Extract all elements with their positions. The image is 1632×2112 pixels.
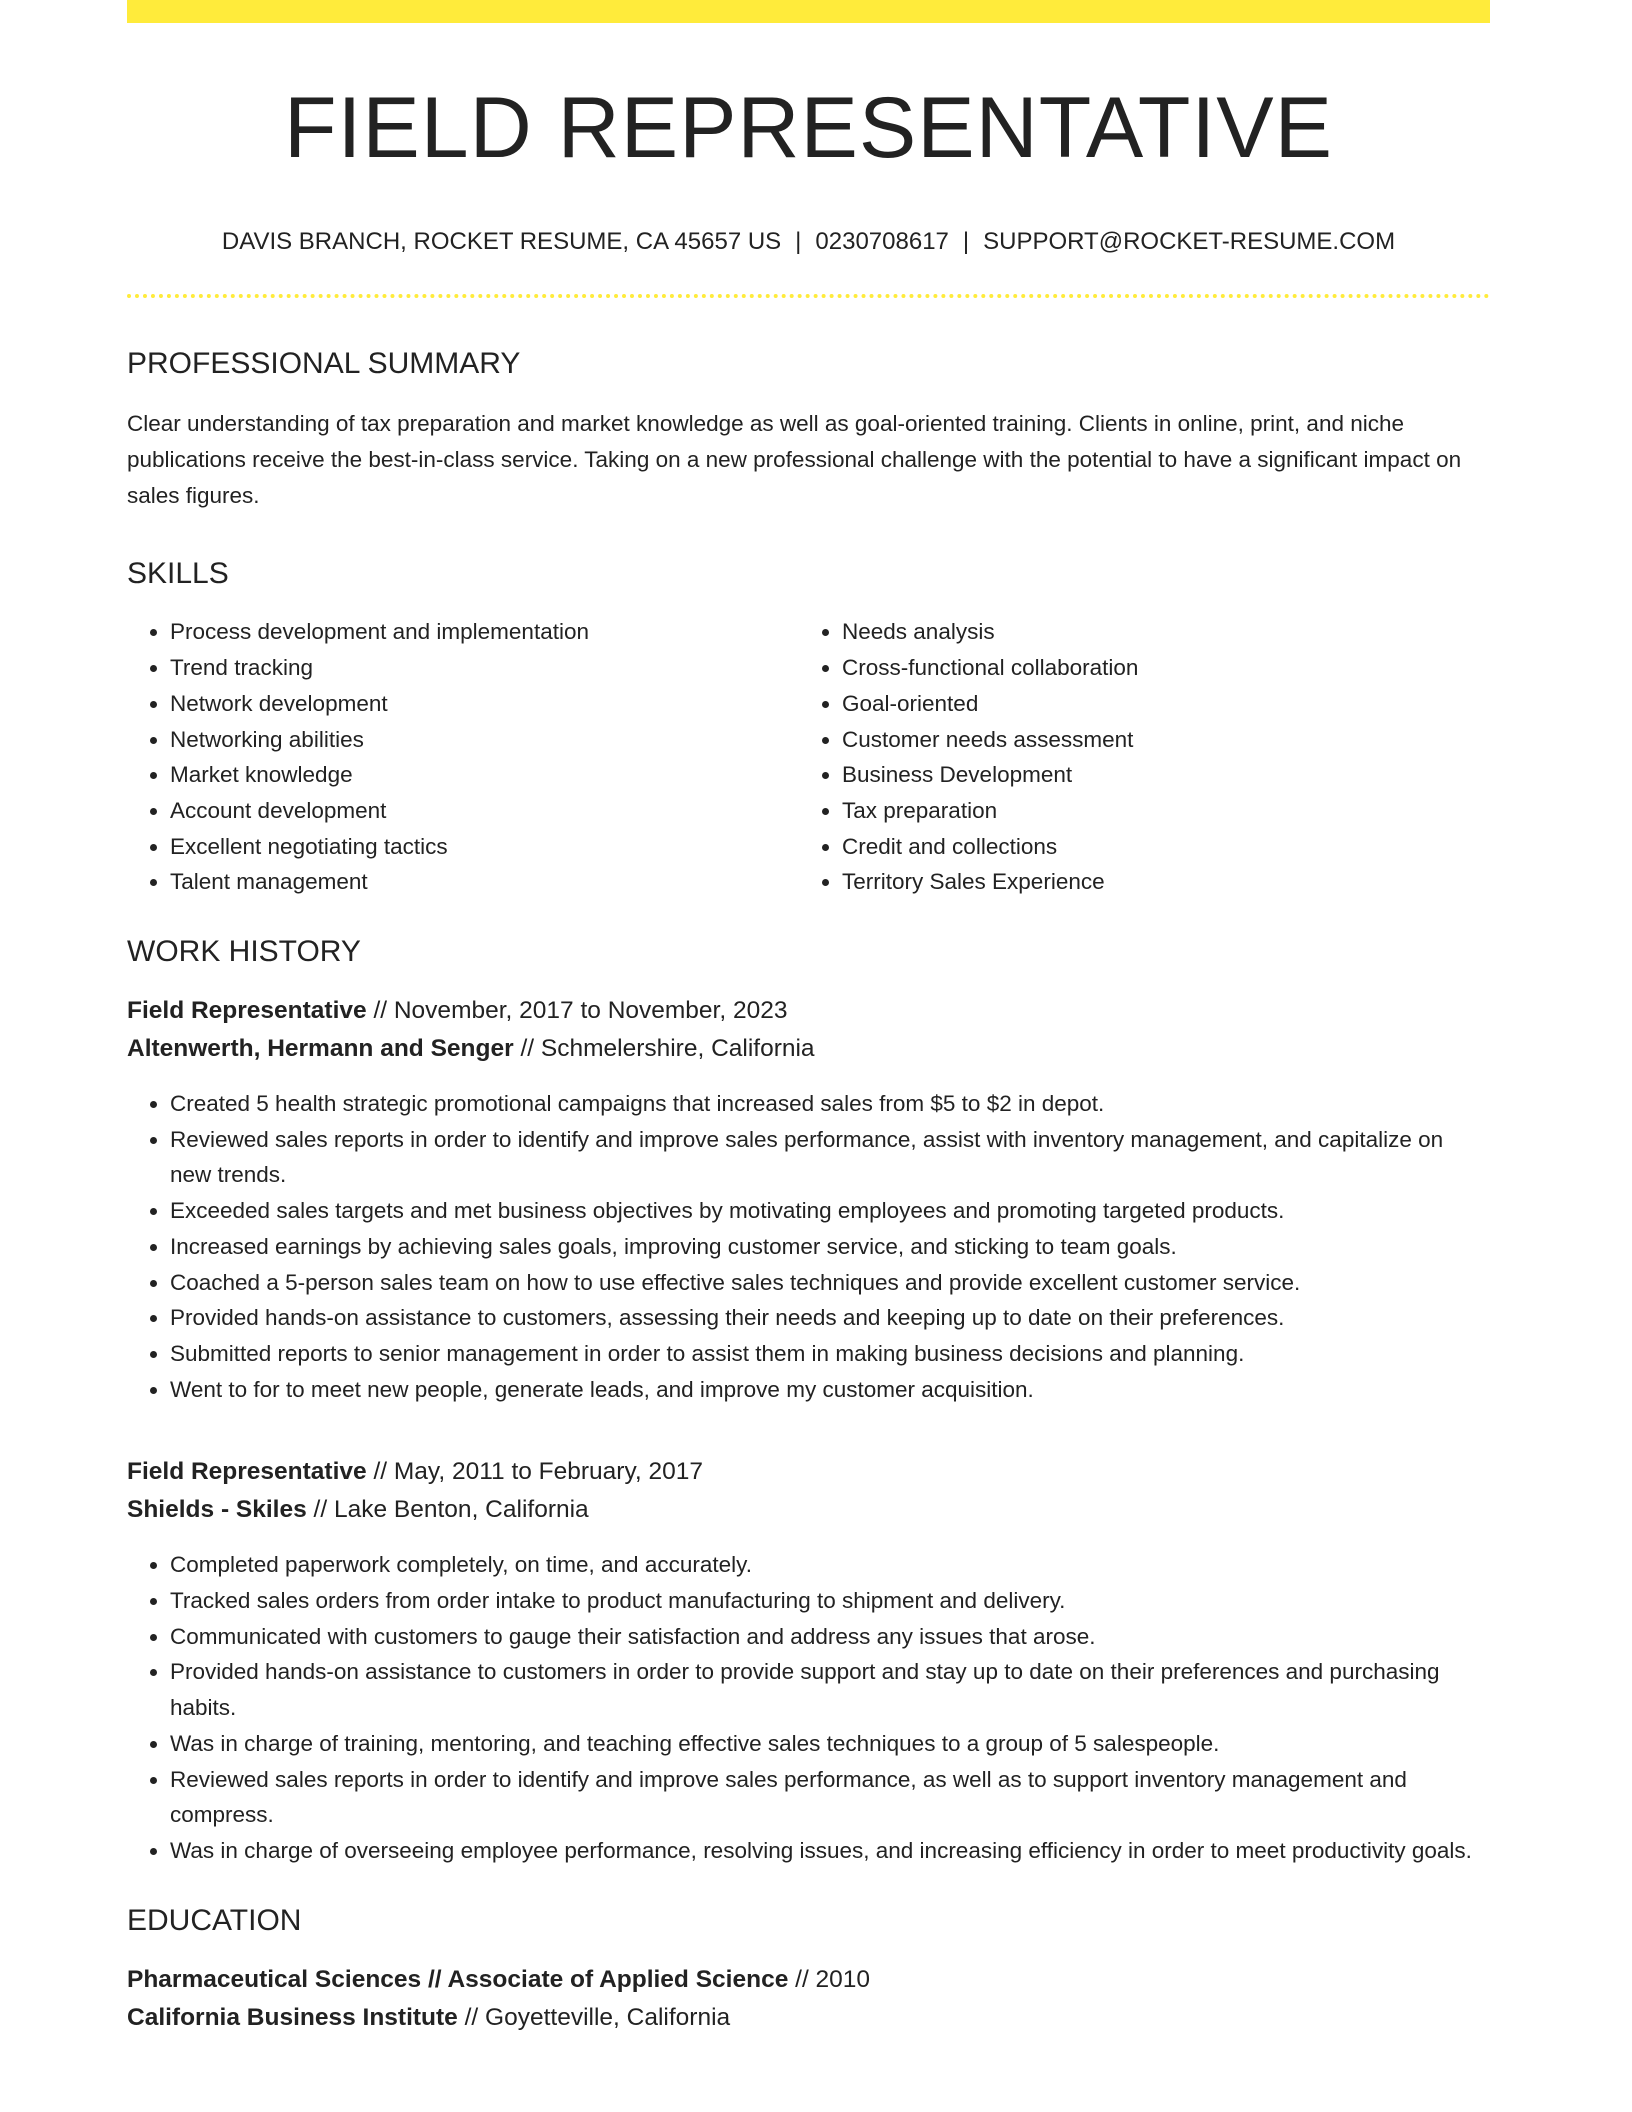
list-item: • Increased earnings by achieving sales goals, improving customer service, and sticking to team goals. [170, 1229, 1490, 1265]
job-title-line [127, 992, 1490, 1030]
education-school: California Business Institute [127, 2003, 458, 2031]
list-item: • Was in charge of overseeing employee performance, resolving issues, and increasing efficiency in order to meet productivity goals. [170, 1833, 1490, 1869]
accent-top-bar [127, 0, 1490, 23]
list-item: • Provided hands-on assistance to customers, assessing their needs and keeping up to date on their preferences. [170, 1300, 1490, 1336]
list-item: • Exceeded sales targets and met business objectives by motivating employees and promoting targeted products. [170, 1193, 1490, 1229]
education-degree: Pharmaceutical Sciences // Associate of Applied Science [127, 1965, 789, 1993]
section-heading: EDUCATION [127, 1903, 302, 1937]
job-bullets [127, 1547, 1490, 1868]
list-item: • Coached a 5-person sales team on how to use effective sales techniques and provide excellent customer service. [170, 1265, 1490, 1301]
list-item: • Networking abilities [170, 722, 799, 758]
dotted-divider [127, 294, 1490, 298]
job-company: Altenwerth, Hermann and Senger [127, 1035, 514, 1063]
list-item: • Needs analysis [842, 614, 1471, 650]
job-location: // Schmelershire, California [513, 1035, 815, 1063]
job-title: Field Representative [127, 997, 367, 1025]
job-dates: // May, 2011 to February, 2017 [366, 1458, 704, 1486]
section-heading: SKILLS [127, 557, 229, 591]
list-item: • Cross-functional collaboration [842, 650, 1471, 686]
list-item: • Account development [170, 793, 799, 829]
list-item: • Customer needs assessment [842, 722, 1471, 758]
list-item: • Went to for to meet new people, generate leads, and improve my customer acquisition. [170, 1372, 1490, 1408]
job-title: Field Representative [127, 1458, 367, 1486]
contact-separator: | [795, 227, 802, 255]
list-item: • Provided hands-on assistance to customers in order to provide support and stay up to date on their preferences and purchasing habits. [170, 1654, 1490, 1725]
list-item: • Talent management [170, 864, 799, 900]
resume-page [127, 0, 1490, 2037]
work-history-section [127, 934, 1490, 1869]
section-heading: PROFESSIONAL SUMMARY [127, 347, 521, 381]
list-item: • Tax preparation [842, 793, 1471, 829]
summary-text: Clear understanding of tax preparation and market knowledge as well as goal-oriented training. Clients in online, print, and niche publications receive the best-in-class service. Taking on a new professional challenge with the potential to have a significant impact on sales figures. [127, 411, 1462, 509]
list-item: • Process development and implementation [170, 614, 799, 650]
list-item: • Business Development [842, 757, 1471, 793]
list-item: • Network development [170, 686, 799, 722]
list-item: • Goal-oriented [842, 686, 1471, 722]
job-entry [127, 992, 1490, 1407]
list-item: • Was in charge of training, mentoring, and teaching effective sales techniques to a group of 5 salespeople. [170, 1726, 1490, 1762]
job-bullets [127, 1086, 1490, 1407]
job-company: Shields - Skiles [127, 1496, 307, 1524]
contact-separator: | [962, 227, 970, 255]
skills-column-right [799, 614, 1471, 900]
list-item: • Created 5 health strategic promotional campaigns that increased sales from $5 to $2 in depot. [170, 1086, 1490, 1122]
job-dates: // November, 2017 to November, 2023 [366, 997, 788, 1025]
list-item: • Credit and collections [842, 829, 1471, 865]
list-item: • Submitted reports to senior management in order to assist them in making business decisions and planning. [170, 1336, 1490, 1372]
list-item: • Communicated with customers to gauge their satisfaction and address any issues that arose. [170, 1619, 1490, 1655]
list-item: • Reviewed sales reports in order to identify and improve sales performance, assist with inventory management, and capitalize on new trends. [170, 1122, 1490, 1193]
professional-summary-section [127, 346, 1490, 514]
contact-line [127, 228, 1490, 257]
skills-grid [127, 614, 1490, 900]
education-degree-line [127, 1961, 1490, 1999]
skills-section [127, 556, 1490, 900]
list-item: • Territory Sales Experience [842, 864, 1471, 900]
resume-title: FIELD REPRESENTATIVE [283, 80, 1334, 176]
skills-list-left [127, 614, 799, 900]
job-company-line [127, 1030, 1490, 1068]
section-heading: WORK HISTORY [127, 935, 361, 969]
job-title-line [127, 1453, 1490, 1491]
skills-list-right [799, 614, 1471, 900]
list-item: • Tracked sales orders from order intake to product manufacturing to shipment and delivery. [170, 1583, 1490, 1619]
list-item: • Market knowledge [170, 757, 799, 793]
list-item: • Trend tracking [170, 650, 799, 686]
list-item: • Completed paperwork completely, on time, and accurately. [170, 1547, 1490, 1583]
education-school-line [127, 1999, 1490, 2037]
education-section [127, 1903, 1490, 2037]
skills-column-left [127, 614, 799, 900]
education-location: // Goyetteville, California [457, 2003, 731, 2031]
education-year: // 2010 [788, 1965, 871, 1993]
job-location: // Lake Benton, California [306, 1496, 589, 1524]
job-company-line [127, 1491, 1490, 1529]
job-entry [127, 1453, 1490, 1868]
contact-email: SUPPORT@ROCKET-RESUME.COM [983, 227, 1396, 255]
list-item: • Reviewed sales reports in order to identify and improve sales performance, as well as to support inventory management and compress. [170, 1762, 1490, 1833]
contact-address: DAVIS BRANCH, ROCKET RESUME, CA 45657 US [221, 227, 782, 255]
list-item: • Excellent negotiating tactics [170, 829, 799, 865]
contact-phone: 0230708617 [815, 227, 949, 255]
